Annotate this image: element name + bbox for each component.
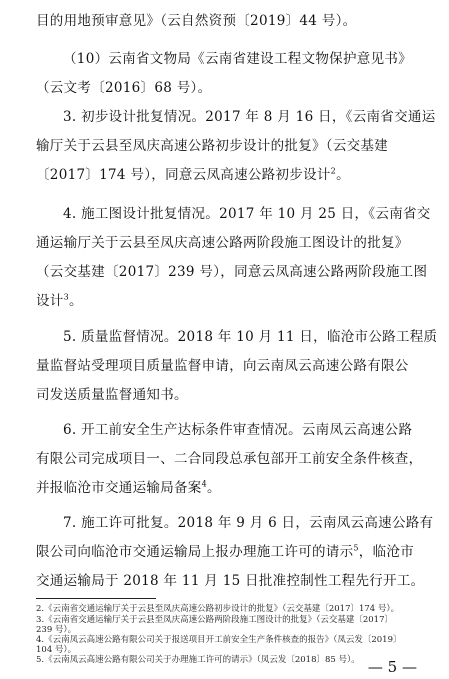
- footnote: 5.《云南凤云高速公路有限公司关于办理施工许可的请示》（凤云发〔2018〕85 号）。: [36, 655, 360, 665]
- paragraph-line: 设计$^3$。: [36, 292, 83, 309]
- page-number: — 5 —: [367, 658, 417, 676]
- footnote: 2.《云南省交通运输厅关于云县至凤庆高速公路初步设计的批复》（云交基建〔2017〕174 号）。: [36, 604, 400, 614]
- paragraph-line: （云交基建〔2017〕239 号），同意云凤高速公路两阶段施工图: [36, 264, 428, 280]
- paragraph-line: 司发送质量监督通知书。: [36, 387, 188, 403]
- paragraph-line: （10）云南省文物局《云南省建设工程文物保护意见书》: [63, 51, 412, 67]
- paragraph-line: 〔2017〕174 号），同意云凤高速公路初步设计$^2$。: [36, 166, 350, 183]
- paragraph-line: 4. 施工图设计批复情况。2017 年 10 月 25 日，《云南省交: [63, 206, 431, 222]
- paragraph-line: 7. 施工许可批复。2018 年 9 月 6 日，云南凤云高速公路有: [63, 515, 434, 531]
- paragraph-line: 通运输厅关于云县至凤庆高速公路两阶段施工图设计的批复》: [36, 235, 409, 251]
- paragraph-line: 6. 开工前安全生产达标条件审查情况。云南凤云高速公路: [63, 422, 413, 438]
- paragraph-line: 5. 质量监督情况。2018 年 10 月 11 日，临沧市公路工程质: [63, 329, 438, 345]
- footnote: 3.《云南省交通运输厅关于云县至凤庆高速公路两阶段施工图设计的批复》（云交基建〔2017〕: [36, 615, 393, 625]
- paragraph-line: 交通运输局于 2018 年 11 月 15 日批准控制性工程先行开工。: [36, 573, 425, 589]
- paragraph-line: 输厅关于云县至凤庆高速公路初步设计的批复》（云交基建: [36, 138, 389, 154]
- footnote-ref: 4: [201, 479, 207, 489]
- paragraph-line: （云文考〔2016〕68 号）。: [36, 80, 212, 96]
- footnote-ref: 5: [353, 543, 359, 553]
- footnote: 104 号）。: [36, 645, 77, 655]
- paragraph-line: 3. 初步设计批复情况。2017 年 8 月 16 日，《云南省交通运: [63, 109, 436, 125]
- paragraph-line: 限公司向临沧市交通运输局上报办理施工许可的请示$^5$，临沧市: [36, 543, 414, 560]
- footnote-ref: 2: [330, 166, 337, 176]
- footnote-divider: [36, 598, 156, 599]
- paragraph-line: 并报临沧市交通运输局备案$^4$。: [36, 479, 221, 496]
- footnote: 4.《云南凤云高速公路有限公司关于报送项目开工前安全生产条件核查的报告》（凤云发〔2019〕: [36, 635, 402, 645]
- paragraph-line: 量监督站受理项目质量监督申请，向云南凤云高速公路有限公: [36, 358, 409, 374]
- footnote: 239 号）。: [36, 625, 77, 635]
- paragraph-line: 有限公司完成项目一、二合同段总承包部开工前安全条件核查，: [36, 451, 423, 467]
- footnote-ref: 3: [63, 292, 69, 302]
- paragraph-line: 目的用地预审意见》（云自然资预〔2019〕44 号）。: [36, 13, 357, 29]
